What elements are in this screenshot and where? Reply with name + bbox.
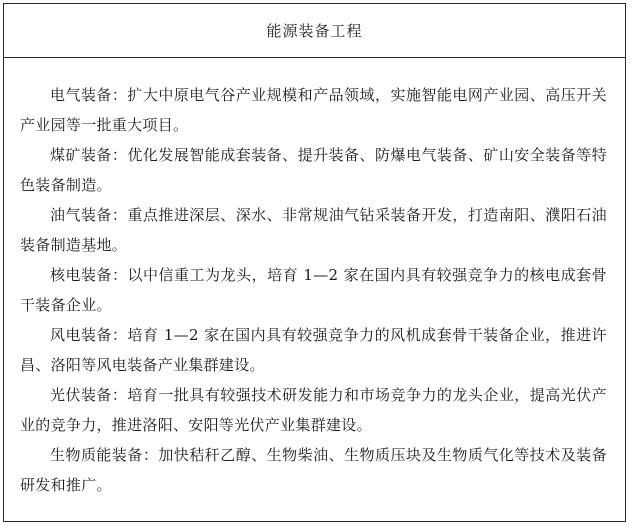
entry-text: 加快秸秆乙醇、生物柴油、生物质压块及生物质气化等技术及装备研发和推广。 [20,446,607,494]
table-body [4,58,625,500]
entry-wind [20,320,607,380]
energy-equipment-table [3,3,626,522]
entry-biomass [20,440,607,500]
entry-text: 优化发展智能成套装备、提升装备、防爆电气装备、矿山安全装备等特色装备制造。 [20,146,607,194]
entry-nuclear [20,260,607,320]
entry-text: 培育一批具有较强技术研发能力和市场竞争力的龙头企业，提高光伏产业的竞争力，推进洛阳、安阳等光伏产业集群建设。 [20,386,607,434]
entry-label: 生物质能装备： [50,446,159,464]
table-title: 能源装备工程 [266,22,363,40]
entry-text: 重点推进深层、深水、非常规油气钻采装备开发，打造南阳、濮阳石油装备制造基地。 [20,206,607,254]
table-header [4,4,625,58]
entry-label: 油气装备： [50,206,128,224]
entry-label: 核电装备： [50,266,128,284]
entry-oil-gas [20,200,607,260]
entry-electrical [20,80,607,140]
entry-coal-mining [20,140,607,200]
entry-label: 煤矿装备： [50,146,128,164]
entry-label: 光伏装备： [50,386,128,404]
entry-label: 电气装备： [50,86,128,104]
entry-label: 风电装备： [50,326,128,344]
entry-text: 培育 1—2 家在国内具有较强竞争力的风机成套骨干装备企业，推进许昌、洛阳等风电装备产业集群建设。 [20,326,607,374]
entry-text: 以中信重工为龙头，培育 1—2 家在国内具有较强竞争力的核电成套骨干装备企业。 [20,266,607,314]
entry-text: 扩大中原电气谷产业规模和产品领域，实施智能电网产业园、高压开关产业园等一批重大项目。 [20,86,607,134]
entry-photovoltaic [20,380,607,440]
